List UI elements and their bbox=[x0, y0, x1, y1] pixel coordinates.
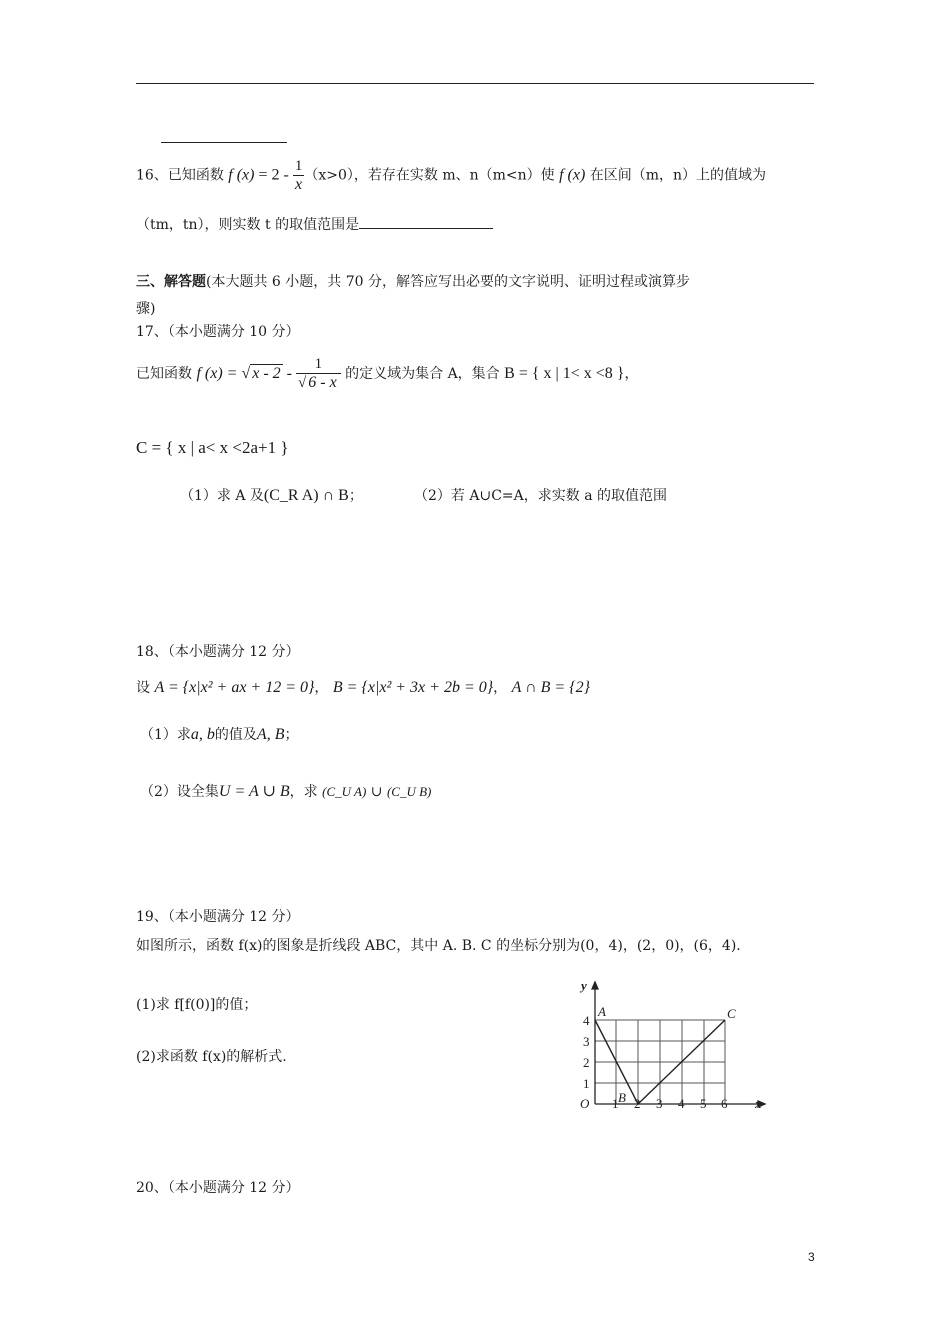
q17-part1-text: （1）求 A 及 bbox=[180, 488, 264, 504]
q18-part2-b: ，求 bbox=[289, 784, 318, 800]
section3-title: 三、解答题 bbox=[136, 274, 206, 290]
point-label-C: C bbox=[727, 1006, 736, 1021]
q18-part1-sets: A, B bbox=[256, 726, 285, 743]
q17-frac-den: √ 6 - x bbox=[298, 374, 337, 391]
q19-header: 19、（本小题满分 12 分） bbox=[136, 909, 300, 925]
q18-header: 18、（本小题满分 12 分） bbox=[136, 644, 300, 660]
q18-part2-c2: (C_U B) bbox=[386, 784, 432, 799]
q17-frac-den-sqrt: 6 - x bbox=[308, 374, 337, 391]
q16-fraction bbox=[293, 158, 305, 193]
section3-desc: (本大题共 6 小题，共 70 分，解答应写出必要的文字说明、证明过程或演算步 bbox=[206, 274, 690, 290]
q16-frac-den: x bbox=[295, 176, 303, 193]
q16-suffix: 在区间（m，n）上的值域为 bbox=[585, 167, 767, 184]
q18-intersection: A ∩ B = {2} bbox=[511, 679, 590, 696]
x-tick-3: 3 bbox=[656, 1096, 663, 1111]
answer-blank-16 bbox=[359, 214, 493, 229]
q18-part2 bbox=[140, 781, 431, 801]
section3-heading bbox=[136, 271, 690, 291]
q16-middle: ，若存在实数 m、n（m<n）使 bbox=[353, 167, 560, 184]
q17-setB: B = { x | 1< x <8 } bbox=[504, 365, 625, 382]
x-tick-5: 5 bbox=[700, 1096, 707, 1111]
q17-sqrt1: x - 2 bbox=[252, 365, 281, 382]
point-label-A: A bbox=[598, 1004, 606, 1019]
q18-setA: A = {x|x² + ax + 12 = 0} bbox=[154, 679, 315, 696]
q20-header: 20、（本小题满分 12 分） bbox=[136, 1180, 300, 1196]
q17-minus: - bbox=[282, 365, 296, 382]
q18-part2-union: ∪ bbox=[370, 784, 383, 800]
q16-line2-text: （tm，tn），则实数 t 的取值范围是 bbox=[136, 217, 360, 233]
q17-domain-text: 的定义域为集合 A，集合 bbox=[345, 366, 500, 382]
q16-fx: f (x) bbox=[228, 166, 255, 184]
q16-condition: （x>0） bbox=[304, 167, 354, 184]
graph-axes bbox=[592, 982, 765, 1107]
q17-part1 bbox=[180, 485, 363, 505]
q18-part2-U: U = A ∪ B bbox=[218, 783, 290, 800]
q18-part1-b: 的值及 bbox=[214, 727, 257, 743]
q17-fraction bbox=[296, 356, 341, 392]
q18-intro: 设 bbox=[136, 680, 150, 696]
q16-fx2: f (x) bbox=[559, 166, 586, 184]
q18-part2-c1: (C_U A) bbox=[322, 784, 367, 799]
y-tick-1: 1 bbox=[583, 1076, 590, 1091]
q17-intro: 已知函数 bbox=[136, 366, 192, 382]
y-tick-4: 4 bbox=[583, 1013, 590, 1028]
q19-part2: (2)求函数 f(x)的解析式. bbox=[136, 1049, 287, 1065]
q17-header: 17、（本小题满分 10 分） bbox=[136, 324, 300, 340]
q16-eq: = 2 - bbox=[254, 166, 293, 184]
q18-line1 bbox=[136, 677, 590, 697]
q16-line2 bbox=[136, 214, 493, 234]
q18-part2-a: （2）设全集 bbox=[140, 784, 219, 800]
page-number: 3 bbox=[808, 1250, 815, 1264]
q16-line1 bbox=[136, 158, 766, 193]
q17-part1-math: (C_R A) ∩ B bbox=[263, 487, 349, 504]
graph-x-label: x bbox=[755, 1096, 762, 1111]
section3-desc-line2: 骤) bbox=[136, 301, 156, 317]
q17-fx: f (x) = bbox=[196, 365, 242, 382]
q18-part1-end: ； bbox=[284, 727, 299, 743]
q16-frac-num: 1 bbox=[294, 158, 303, 174]
graph-y-label: y bbox=[581, 978, 587, 993]
q18-part1-a: （1）求 bbox=[140, 727, 191, 743]
q18-sep1: ， bbox=[314, 680, 329, 696]
q17-part1-end: ； bbox=[348, 488, 363, 504]
q17-setC: C = { x | a< x <2a+1 } bbox=[136, 438, 289, 457]
q19-graph bbox=[573, 976, 773, 1116]
q19-part1: (1)求 f[f(0)]的值； bbox=[136, 997, 258, 1013]
q18-sep2: ， bbox=[493, 680, 508, 696]
answer-blank-15 bbox=[161, 142, 287, 143]
point-label-B: B bbox=[618, 1090, 626, 1105]
graph-origin: O bbox=[580, 1096, 590, 1111]
y-tick-3: 3 bbox=[583, 1034, 590, 1049]
q18-part1-vars: a, b bbox=[190, 726, 215, 743]
x-tick-1: 1 bbox=[612, 1096, 619, 1111]
x-tick-2: 2 bbox=[634, 1096, 641, 1111]
q18-part1 bbox=[140, 724, 298, 744]
header-rule bbox=[136, 83, 814, 84]
y-tick-2: 2 bbox=[583, 1055, 590, 1070]
q17-line1: 已知函数 f (x) = √ x - 2 - $\frac{1}{√ 6 - x}$ 的定义域为集合 A，集合 B = { x | 1< x <8 }， bbox=[136, 356, 639, 391]
q18-setB: B = {x|x² + 3x + 2b = 0} bbox=[332, 679, 494, 696]
q19-description: 如图所示，函数 f(x)的图象是折线段 ABC，其中 A. B. C 的坐标分别为(0，4)，(2，0)，(6，4). bbox=[136, 938, 741, 954]
q17-frac-num: 1 bbox=[296, 356, 341, 374]
q17-part2: （2）若 A∪C=A，求实数 a 的取值范围 bbox=[414, 488, 667, 504]
x-tick-4: 4 bbox=[678, 1096, 685, 1111]
q16-prefix: 16、已知函数 bbox=[136, 167, 229, 184]
x-tick-6: 6 bbox=[721, 1096, 728, 1111]
q17-comma: ， bbox=[624, 366, 639, 382]
graph-grid bbox=[595, 1020, 725, 1104]
